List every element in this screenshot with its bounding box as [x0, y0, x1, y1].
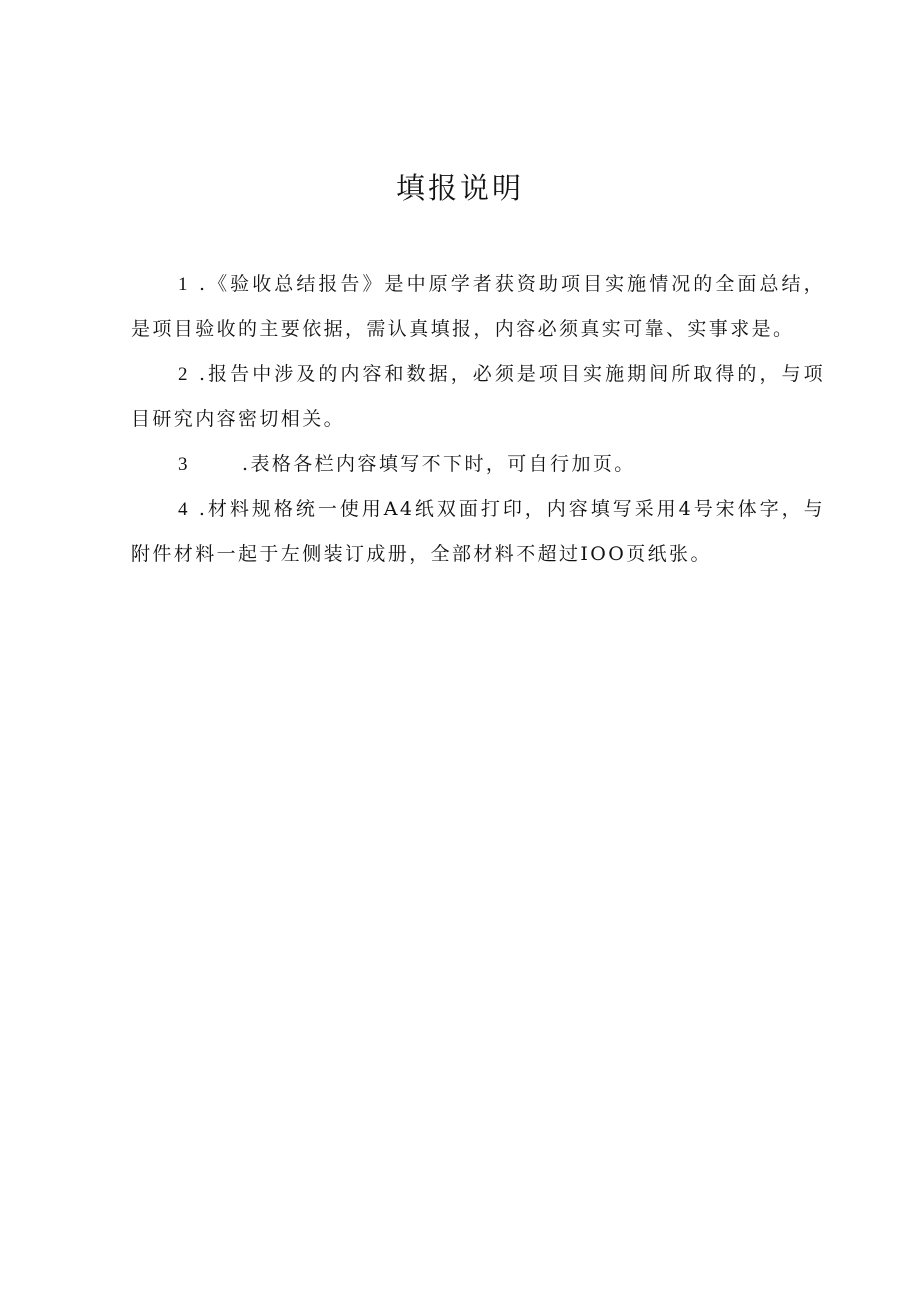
list-item	[131, 487, 825, 577]
page-title: 填报说明	[395, 171, 524, 205]
list-item	[131, 262, 825, 352]
item-number: 3	[178, 454, 190, 475]
item-number: 1	[178, 274, 190, 295]
instruction-list	[131, 262, 825, 577]
list-item	[131, 442, 825, 487]
list-item	[131, 352, 825, 442]
item-text: .《验收总结报告》是中原学者获资助项目实施情况的全面总结，是项目验收的主要依据，需认真填报，内容必须真实可靠、实事求是。	[131, 273, 825, 340]
item-text: .材料规格统一使用A4纸双面打印，内容填写采用4号宋体字，与附件材料一起于左侧装订成册，全部材料不超过IOO页纸张。	[131, 498, 825, 565]
item-number: 4	[178, 499, 190, 520]
item-text: .表格各栏内容填写不下时，可自行加页。	[242, 453, 636, 475]
item-text: .报告中涉及的内容和数据，必须是项目实施期间所取得的，与项目研究内容密切相关。	[131, 363, 825, 430]
item-number: 2	[178, 364, 190, 385]
